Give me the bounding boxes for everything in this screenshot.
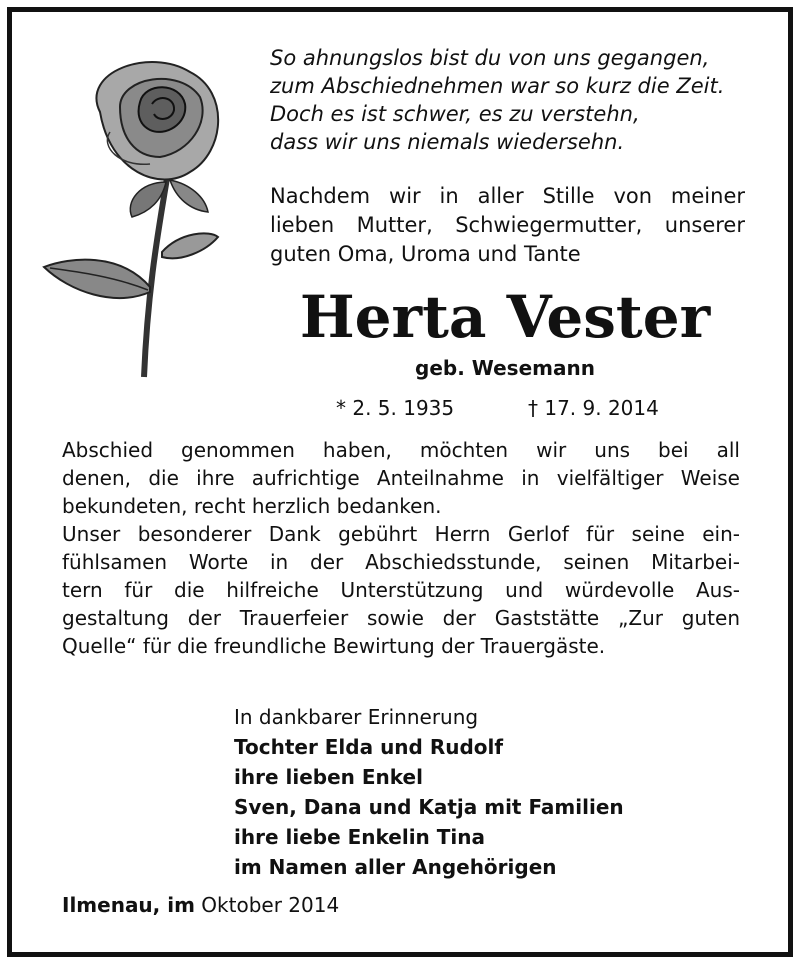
- thanks-text: [62, 436, 740, 660]
- maiden-name: geb. Wesemann: [415, 356, 595, 380]
- deceased-name: Herta Vester: [299, 283, 711, 351]
- poem-line: dass wir uns niemals wiedersehn.: [270, 130, 625, 154]
- intro-line: Nachdem wir in aller Stille von meiner: [270, 184, 745, 208]
- text-line: Quelle“ für die freundliche Bewirtung der Trauergäste.: [62, 634, 606, 658]
- text-line: Unser besonderer Dank gebührt Herrn Gerlof für seine ein-: [62, 522, 740, 546]
- place-month: Oktober 2014: [201, 893, 340, 917]
- text-line: gestaltung der Trauerfeier sowie der Gaststätte „Zur guten: [62, 606, 740, 630]
- signature-intro: In dankbarer Erinnerung: [234, 705, 479, 729]
- signature-line: ihre liebe Enkelin Tina: [234, 825, 485, 849]
- poem-line: zum Abschiednehmen war so kurz die Zeit.: [270, 74, 725, 98]
- rose-illustration: [40, 52, 260, 382]
- signature-line: Tochter Elda und Rudolf: [234, 735, 504, 759]
- signature-line: Sven, Dana und Katja mit Familien: [234, 795, 624, 819]
- text-line: tern für die hilfreiche Unterstützung und würdevolle Aus-: [62, 578, 740, 602]
- poem-line: So ahnungslos bist du von uns gegangen,: [270, 46, 710, 70]
- intro-line: guten Oma, Uroma und Tante: [270, 242, 581, 266]
- text-line: fühlsamen Worte in der Abschiedsstunde, seinen Mitarbei-: [62, 550, 740, 574]
- signature-line: ihre lieben Enkel: [234, 765, 423, 789]
- intro-line: lieben Mutter, Schwiegermutter, unserer: [270, 213, 745, 237]
- signature-block: [234, 702, 624, 882]
- birth-date: * 2. 5. 1935: [336, 396, 455, 420]
- place-date: [62, 893, 339, 917]
- text-line: bekundeten, recht herzlich bedanken.: [62, 494, 442, 518]
- death-date: † 17. 9. 2014: [528, 396, 659, 420]
- poem: [270, 44, 724, 156]
- intro-text: [270, 182, 745, 269]
- signature-line: im Namen aller Angehörigen: [234, 855, 557, 879]
- poem-line: Doch es ist schwer, es zu verstehn,: [270, 102, 640, 126]
- place-city: Ilmenau, im: [62, 893, 195, 917]
- text-line: Abschied genommen haben, möchten wir uns bei all: [62, 438, 740, 462]
- text-line: denen, die ihre aufrichtige Anteilnahme in vielfältiger Weise: [62, 466, 740, 490]
